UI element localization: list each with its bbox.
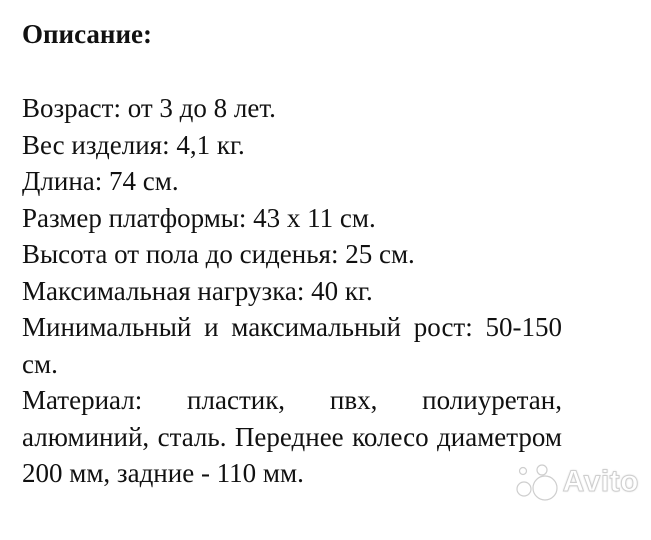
spec-age: Возраст: от 3 до 8 лет. — [22, 93, 276, 123]
spec-weight: Вес изделия: 4,1 кг. — [22, 129, 245, 160]
spec-platform-size: Размер платформы: 43 х 11 см. — [22, 202, 376, 233]
avito-watermark — [511, 462, 639, 502]
spec-length: Длина: 74 см. — [22, 166, 179, 196]
spec-material: Материал: пластик, пвх, полиуретан, алюминий, сталь. Переднее колесо диаметром 200 мм, задние - 110 мм. — [22, 385, 562, 488]
avito-watermark-text: Avito — [562, 465, 639, 498]
description-body — [22, 90, 562, 492]
spec-max-load: Максимальная нагрузка: 40 кг. — [22, 275, 373, 306]
avito-dots-logo-icon — [511, 462, 559, 502]
spec-seat-height: Высота от пола до сиденья: 25 см. — [22, 239, 415, 269]
description-heading: Описание: — [22, 19, 153, 49]
spec-height-range: Минимальный и максимальный рост: 50-150 см. — [22, 312, 562, 379]
